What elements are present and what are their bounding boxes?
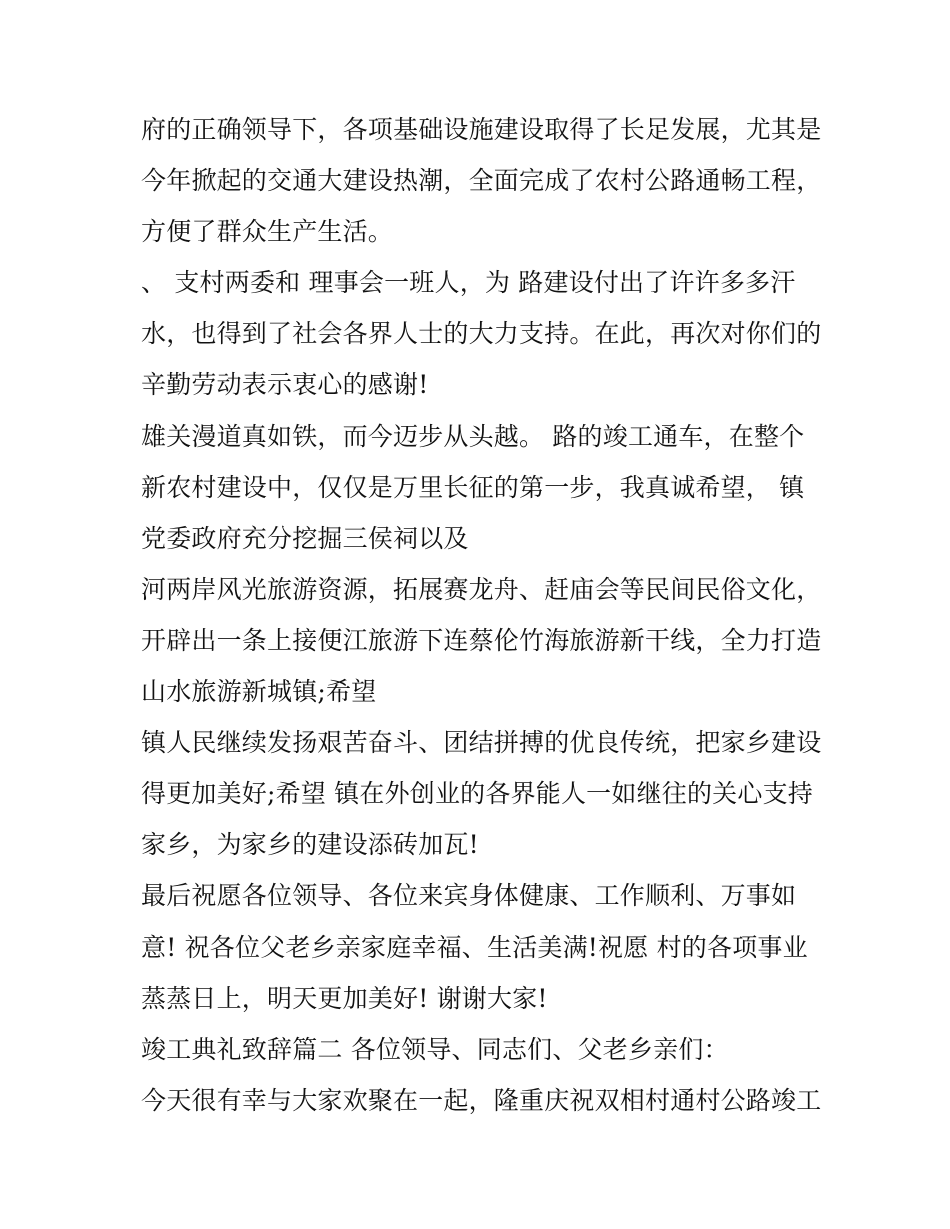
document-body: [141, 108, 821, 1130]
text-line-6: 辛勤劳动表示衷心的感谢!: [141, 370, 429, 400]
text-line-15: 家乡，为家乡的建设添砖加瓦!: [141, 830, 479, 860]
text-line-3: 方便了群众生产生活。: [141, 217, 394, 247]
text-line-8: 新农村建设中，仅仅是万里长征的第一步，我真诚希望， 镇: [141, 472, 805, 502]
text-line-10: 河两岸风光旅游资源，拓展赛龙舟、赶庙会等民间民俗文化，: [141, 574, 822, 604]
text-line-14: 得更加美好;希望 镇在外创业的各界能人一如继往的关心支持: [141, 779, 813, 809]
text-line-2: 今年掀起的交通大建设热潮，全面完成了农村公路通畅工程，: [141, 166, 822, 196]
text-line-11: 开辟出一条上接便江旅游下连蔡伦竹海旅游新干线，全力打造: [141, 625, 822, 655]
text-line-13: 镇人民继续发扬艰苦奋斗、团结拼搏的优良传统，把家乡建设: [141, 728, 822, 758]
text-line-16: 最后祝愿各位领导、各位来宾身体健康、工作顺利、万事如: [141, 881, 797, 911]
text-line-7: 雄关漫道真如铁，而今迈步从头越。 路的竣工通车，在整个: [141, 421, 805, 451]
text-line-4: 、 支村两委和 理事会一班人，为 路建设付出了许许多多汗: [141, 268, 796, 298]
text-line-12: 山水旅游新城镇;希望: [141, 677, 377, 707]
text-line-5: 水，也得到了社会各界人士的大力支持。在此，再次对你们的: [141, 319, 822, 349]
text-line-17: 意! 祝各位父老乡亲家庭幸福、生活美满!祝愿 村的各项事业: [141, 932, 808, 962]
text-line-9: 党委政府充分挖掘三侯祠以及: [141, 523, 469, 553]
text-line-19: 竣工典礼致辞篇二 各位领导、同志们、父老乡亲们：: [141, 1034, 729, 1064]
text-line-20: 今天很有幸与大家欢聚在一起，隆重庆祝双相村通村公路竣工: [141, 1085, 822, 1115]
text-line-18: 蒸蒸日上，明天更加美好! 谢谢大家!: [141, 983, 548, 1013]
text-line-1: 府的正确领导下，各项基础设施建设取得了长足发展，尤其是: [141, 115, 822, 144]
